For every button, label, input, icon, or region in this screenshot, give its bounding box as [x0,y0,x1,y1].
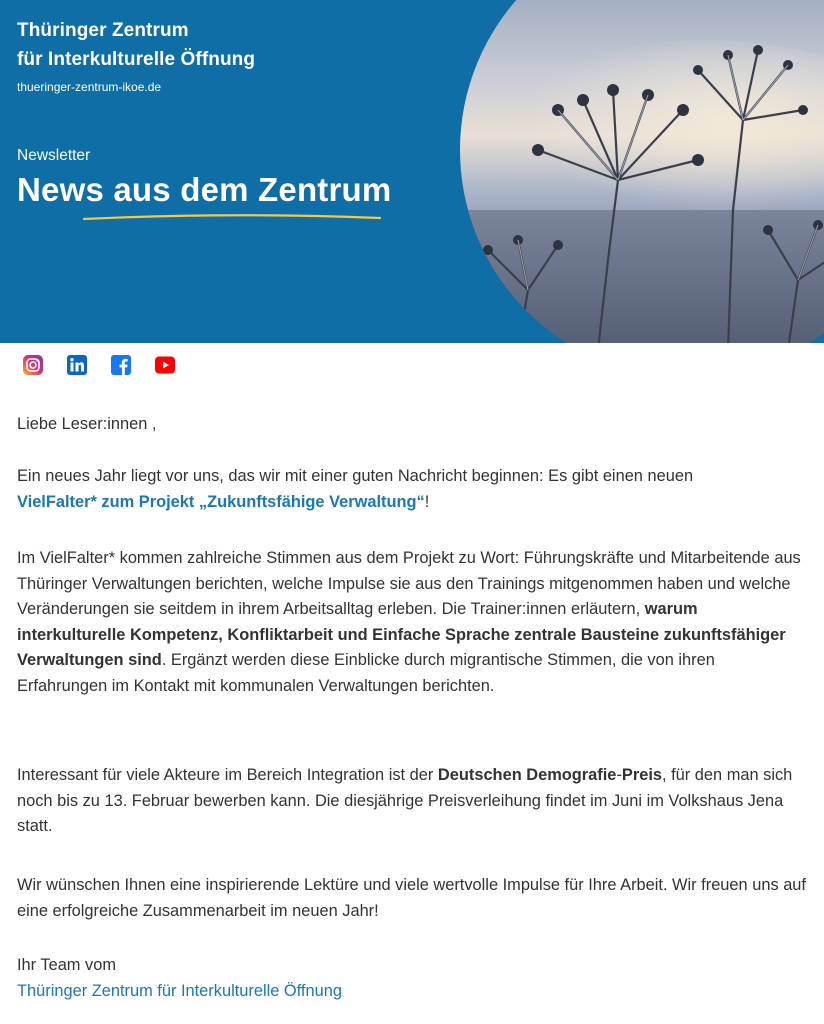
org-name-line2: für Interkulturelle Öffnung [17,49,256,70]
org-name-line1: Thüringer Zentrum [17,20,189,41]
paragraph-intro [17,464,693,515]
frosted-plants-photo [458,0,824,343]
preis-text-b: , für den man sich noch bis zu 13. Februar bewerben kann. Die diesjährige Preisverleihung findet im Juni im Volkshaus Jena statt. [17,766,793,835]
intro-end: ! [424,492,430,511]
intro-text: Ein neues Jahr liegt vor uns, das wir mit einer guten Nachricht beginnen: Es gibt einen neuen [17,467,694,485]
preis-bold-2: Preis [621,766,663,784]
linkedin-icon[interactable] [66,354,88,376]
newsletter-label: Newsletter [17,147,91,164]
preis-dash: - [616,766,622,784]
signature [17,953,342,1004]
paragraph-vielfalter [17,546,807,699]
paragraph-demografie-preis [17,763,807,840]
paragraph-wishes: Wir wünschen Ihnen eine inspirierende Lektüre und viele wertvolle Impulse für Ihre Arbeit. Wir freuen uns auf eine erfolgreiche Zusammenarbeit im neuen Jahr! [17,876,806,920]
youtube-icon[interactable] [154,354,176,376]
vielfalter-link[interactable]: VielFalter* zum Projekt „Zukunftsfähige Verwaltung“ [17,492,425,511]
vielfalter-text-b: . Ergänzt werden diese Einblicke durch migrantische Stimmen, die von ihren Erfahrungen im Kontakt mit kommunalen Verwaltungen berichten. [17,651,715,695]
signature-org-link[interactable]: Thüringer Zentrum für Interkulturelle Öffnung [17,981,342,1000]
org-url[interactable]: thueringer-zentrum-ikoe.de [17,80,162,94]
greeting: Liebe Leser:innen , [17,415,157,433]
title-underline-decoration [82,210,382,224]
preis-text-a: Interessant für viele Akteure im Bereich Integration ist der [17,766,438,784]
signature-line: Ihr Team vom [17,956,116,974]
social-links [22,354,176,376]
instagram-icon[interactable] [22,354,44,376]
preis-bold-1: Deutschen Demografie [437,766,617,784]
newsletter-header [0,0,824,343]
facebook-icon[interactable] [110,354,132,376]
vielfalter-text-a: Im VielFalter* kommen zahlreiche Stimmen aus dem Projekt zu Wort: Führungskräfte und Mitarbeitende aus Thüringer Verwaltungen berichten, welche Impulse sie aus den Trainings mitgenommen haben und welche Veränderungen sie seitdem in ihrem Arbeitsalltag erleben. Die Trainer:innen erläutern, [17,549,801,618]
vielfalter-bold: warum interkulturelle Kompetenz, Konfliktarbeit und Einfache Sprache zentrale Bausteine zukunftsfähiger Verwaltungen sind [17,600,786,669]
newsletter-title: News aus dem Zentrum [17,171,392,208]
